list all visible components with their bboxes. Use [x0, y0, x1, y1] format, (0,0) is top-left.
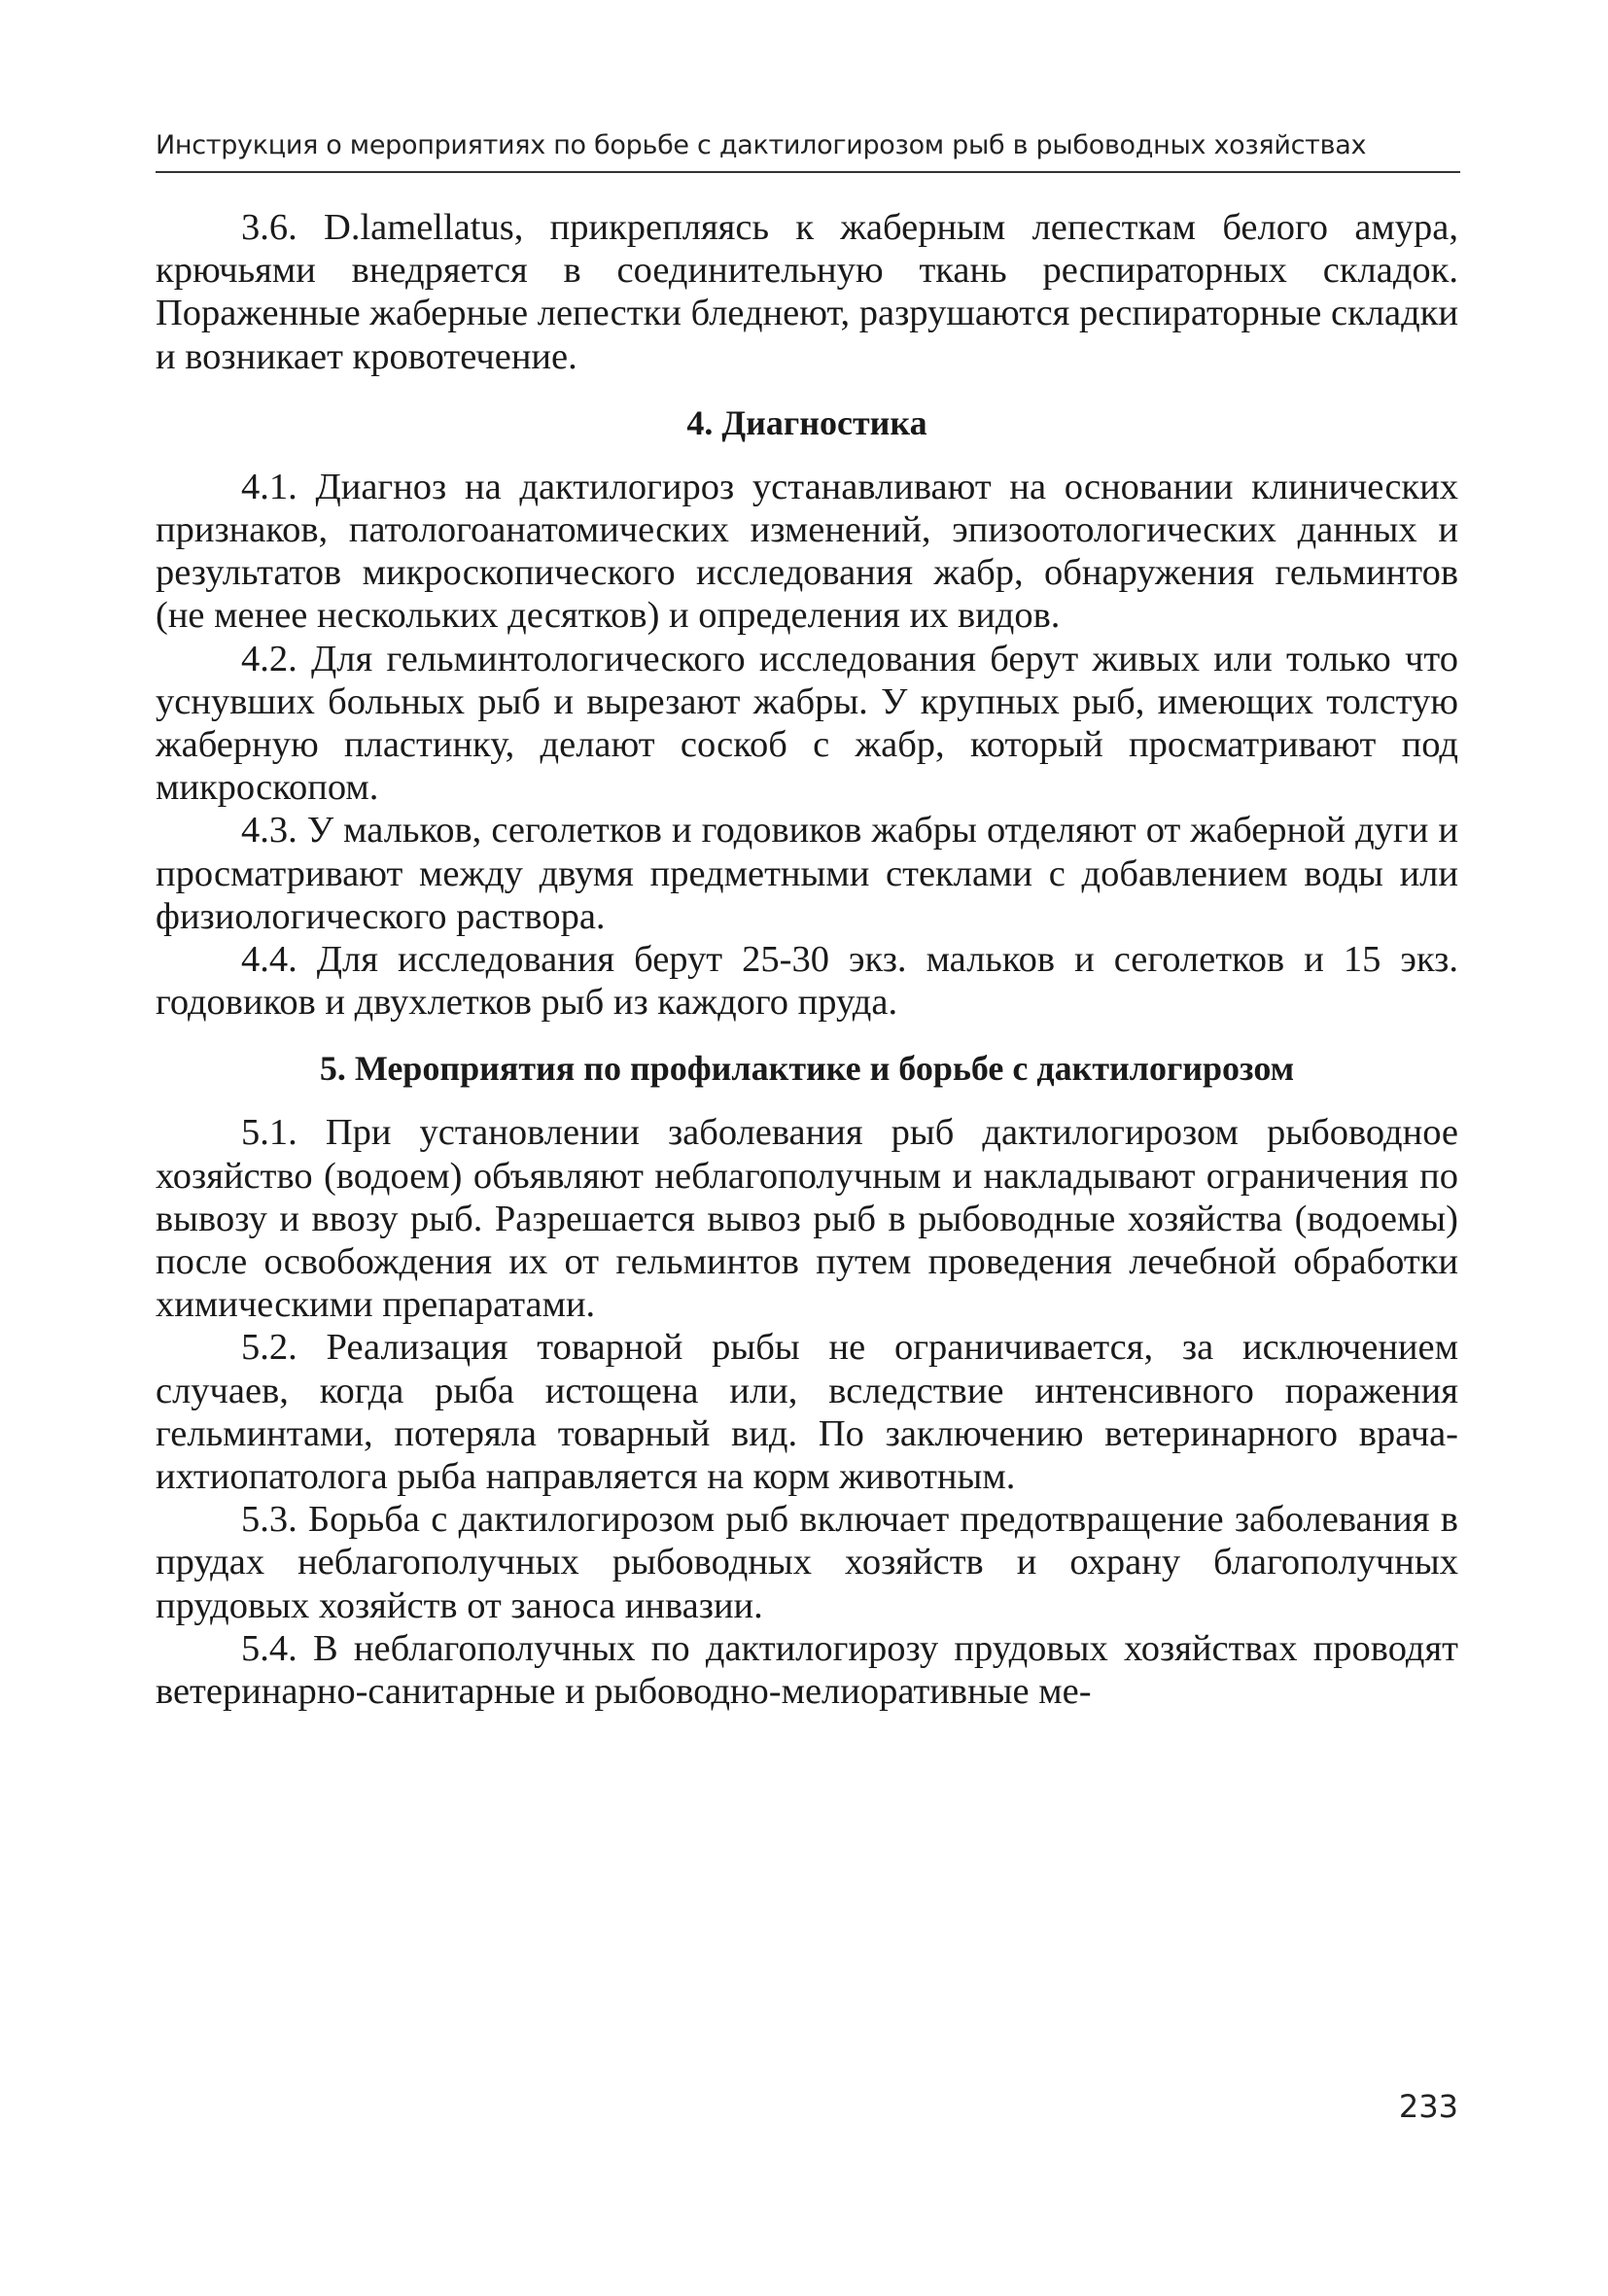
running-header: Инструкция о мероприятиях по борьбе с дактилогирозом рыб в рыбоводных хозяйствах [156, 130, 1367, 160]
spacer [156, 1024, 1458, 1047]
paragraph-4-3: 4.3. У мальков, сеголетков и годовиков жабры отделяют от жаберной дуги и просматривают между двумя предметными стеклами с добавлением воды или физиологического раствора. [156, 810, 1458, 937]
paragraph-4-1: 4.1. Диагноз на дактилогироз устанавливают на основании клинических признаков, патологоанатомических изменений, эпизоотологических данных и результатов микроскопического исследования жабр, обнаружения гельминтов (не менее нескольких десятков) и определения их видов. [156, 466, 1458, 637]
section-heading-diagnostics: 4. Диагностика [686, 402, 927, 442]
paragraph-5-3: 5.3. Борьба с дактилогирозом рыб включает предотвращение заболевания в прудах неблагополучных рыбоводных хозяйств и охрану благополучных прудовых хозяйств от заноса инвазии. [156, 1499, 1458, 1626]
section-heading-prevention: 5. Мероприятия по профилактике и борьбе с дактилогирозом [319, 1049, 1295, 1089]
paragraph-5-4: 5.4. В неблагополучных по дактилогирозу прудовых хозяйствах проводят ветеринарно-санитарные и рыбоводно-мелиоративные ме- [156, 1627, 1458, 1713]
page-number: 233 [1398, 2088, 1458, 2125]
paragraph-5-2: 5.2. Реализация товарной рыбы не ограничивается, за исключением случаев, когда рыба истощена или, вследствие интенсивного поражения гельминтами, потеряла товарный вид. По заключению ветеринарного врача-ихтиопатолога рыба направляется на корм животным. [156, 1327, 1458, 1498]
spacer [156, 444, 1458, 466]
paragraph-4-2: 4.2. Для гельминтологического исследования берут живых или только что уснувших больных рыб и вырезают жабры. У крупных рыб, имеющих толстую жаберную пластинку, делают соскоб с жабр, который просматривают под микроскопом. [156, 638, 1458, 809]
section-3-continuation [156, 206, 1458, 378]
header-divider [156, 171, 1460, 173]
section-5-prevention [156, 1111, 1458, 1713]
spacer [156, 1090, 1458, 1111]
paragraph-3-6: 3.6. D.lamellatus, прикрепляясь к жаберным лепесткам белого амура, крючьями внедряется в соединительную ткань респираторных складок. Пораженные жаберные лепестки бледнеют, разрушаются респираторные складки и возникает кровотечение. [156, 207, 1458, 377]
paragraph-5-1: 5.1. При установлении заболевания рыб дактилогирозом рыбоводное хозяйство (водоем) объявляют неблагополучным и накладывают ограничения по вывозу и ввозу рыб. Разрешается вывоз рыб в рыбоводные хозяйства (водоемы) после освобождения их от гельминтов путем проведения лечебной обработки химическими препаратами. [156, 1112, 1458, 1326]
section-4-diagnostics [156, 466, 1458, 1025]
paragraph-4-4: 4.4. Для исследования берут 25-30 экз. мальков и сеголетков и 15 экз. годовиков и двухлетков рыб из каждого пруда. [156, 939, 1458, 1024]
spacer [156, 378, 1458, 401]
document-body [156, 206, 1458, 1713]
